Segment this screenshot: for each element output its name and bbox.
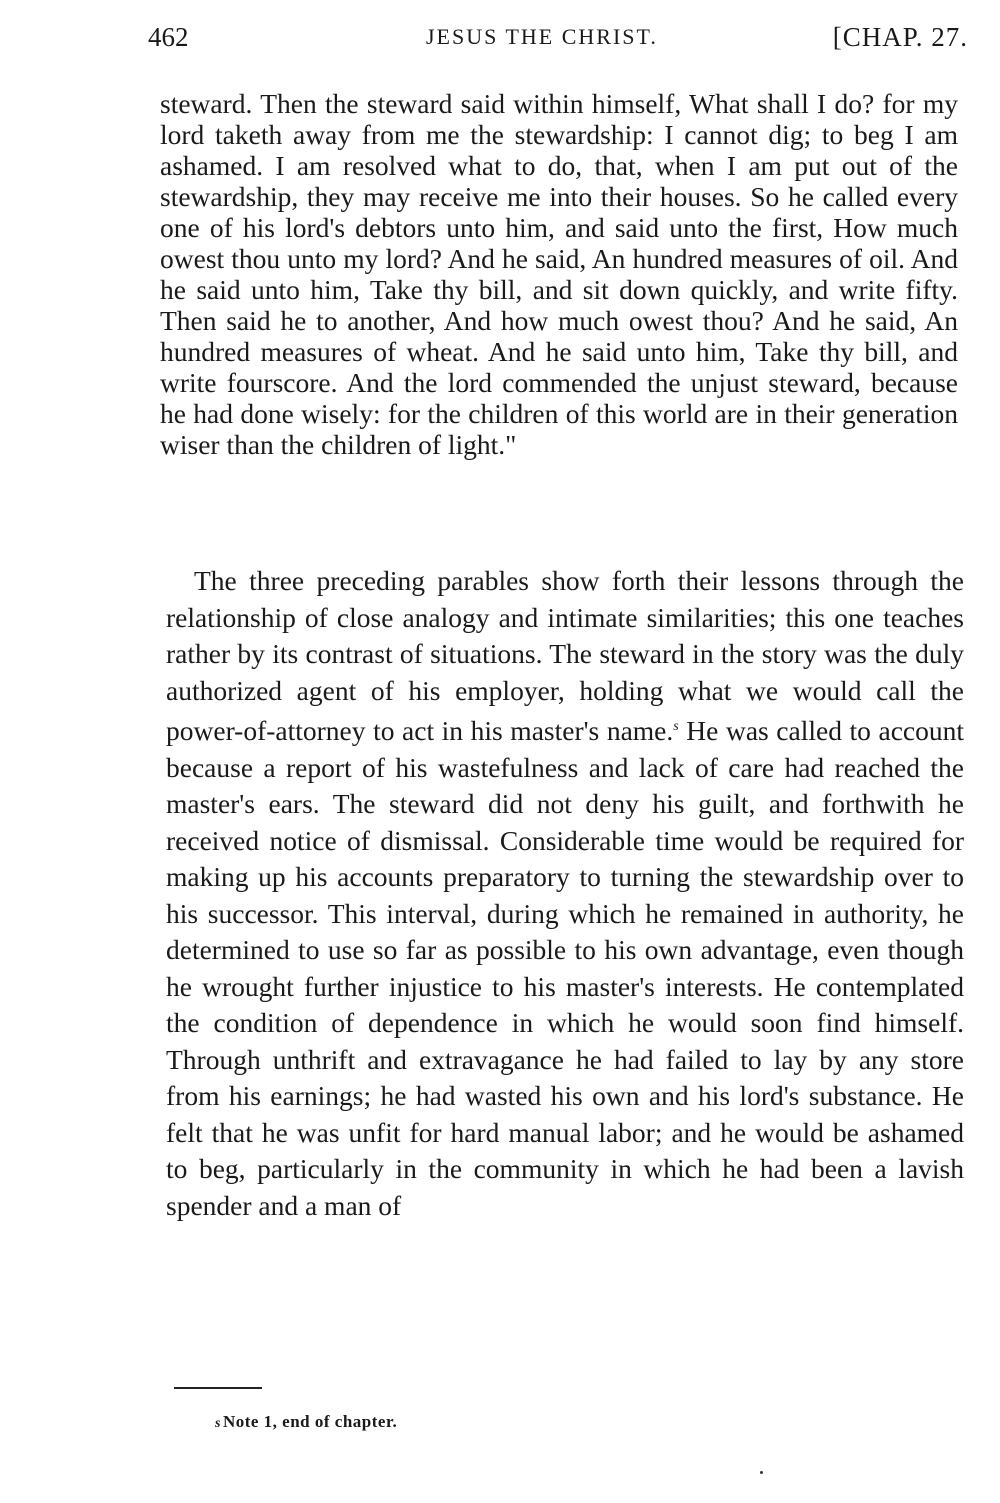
chapter-label: [CHAP. 27. <box>832 22 968 52</box>
footnote-text: Note 1, end of chapter. <box>222 1412 398 1431</box>
footnote-divider <box>174 1387 262 1389</box>
footnote <box>215 1412 397 1432</box>
print-speck <box>760 1471 763 1474</box>
footnote-reference[interactable]: s <box>673 719 679 734</box>
page-number: 462 <box>148 22 189 52</box>
body-text-part-1: The three preceding parables show forth their lessons through the relationship of close analogy and intimate similarities; this one teaches rather by its contrast of situations. The steward in the story was the duly authorized agent of his employer, holding what we would call the power-of-attorney to act in his master's name. <box>166 565 964 747</box>
footnote-mark: s <box>215 1416 221 1431</box>
scripture-quote: steward. Then the steward said within himself, What shall I do? for my lord taketh away from me the stewardship: I cannot dig; to beg I am ashamed. I am resolved what to do, that, when I am put out of the stewardship, they may receive me into their houses. So he called every one of his lord's debtors unto him, and said unto the first, How much owest thou unto my lord? And he said, An hundred measures of oil. And he said unto him, Take thy bill, and sit down quickly, and write fifty. Then said he to another, And how much owest thou? And he said, An hundred measures of wheat. And he said unto him, Take thy bill, and write fourscore. And the lord commended the unjust steward, because he had done wisely: for the children of this world are in their generation wiser than the children of light." <box>160 88 958 460</box>
running-header <box>148 22 968 66</box>
body-text-part-2: He was called to account because a report of his wastefulness and lack of care had reached the master's ears. The steward did not deny his guilt, and forthwith he received notice of dismissal. Considerable time would be required for making up his accounts preparatory to turning the stewardship over to his successor. This interval, during which he remained in authority, he determined to use so far as possible to his own advantage, even though he wrought further injustice to his master's interests. He contemplated the condition of dependence in which he would soon find himself. Through unthrift and extravagance he had failed to lay by any store from his earnings; he had wasted his own and his lord's substance. He felt that he was unfit for hard manual labor; and he would be ashamed to beg, particularly in the community in which he had been a lavish spender and a man of <box>166 715 964 1221</box>
body-paragraph <box>166 563 964 1224</box>
running-title: JESUS THE CHRIST. <box>426 24 658 49</box>
